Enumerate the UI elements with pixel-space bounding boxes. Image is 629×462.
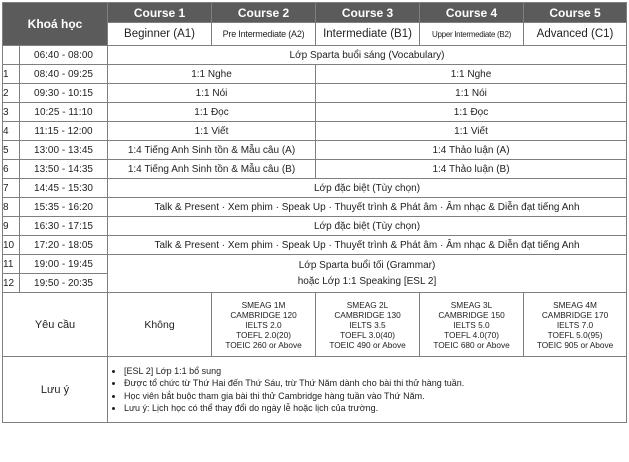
period-time: 10:25 - 11:10: [20, 103, 108, 122]
table-row: [3, 103, 627, 122]
period-number: [3, 46, 20, 65]
class-cell: Lớp Sparta buổi sáng (Vocabulary): [108, 46, 627, 65]
period-number: 1: [3, 65, 20, 84]
class-cell: 1:1 Nghe: [316, 65, 627, 84]
table-row: [3, 179, 627, 198]
table-row: [3, 84, 627, 103]
class-cell: 1:1 Viết: [316, 122, 627, 141]
note-item: • Lưu ý: Lịch học có thể thay đổi do ngày lễ hoặc lịch của trường.: [124, 402, 626, 415]
class-cell: Talk & Present · Xem phim · Speak Up · Thuyết trình & Phát âm · Âm nhạc & Diễn đạt tiếng Anh: [108, 198, 627, 217]
table-row: [3, 217, 627, 236]
course-3-requirement: [316, 293, 420, 357]
note-item: • Học viên bắt buộc tham gia bài thi thử Cambridge hàng tuần vào Thứ Năm.: [124, 390, 626, 403]
toeic-score: TOEIC 680 or Above: [433, 339, 510, 350]
course-5-header: Course 5: [524, 3, 627, 23]
requirements-row: [3, 293, 627, 357]
period-time: 19:00 - 19:45: [20, 255, 108, 274]
period-time: 13:00 - 13:45: [20, 141, 108, 160]
requirements-label: Yêu cầu: [3, 293, 108, 357]
table-row: [3, 122, 627, 141]
toefl-score: TOEFL 4.0(70): [444, 329, 499, 340]
evening-speaking: hoặc Lớp 1:1 Speaking [ESL 2]: [297, 275, 437, 287]
period-number: 11: [3, 255, 20, 274]
course-5-level: Advanced (C1): [524, 23, 627, 46]
notes-list: [108, 365, 626, 415]
table-row: [3, 141, 627, 160]
period-time: 15:35 - 16:20: [20, 198, 108, 217]
class-cell: 1:1 Đọc: [316, 103, 627, 122]
course-4-header: Course 4: [420, 3, 524, 23]
course-1-level: Beginner (A1): [108, 23, 212, 46]
cambridge-score: CAMBRIDGE 170: [541, 309, 609, 320]
toeic-score: TOEIC 490 or Above: [329, 339, 406, 350]
class-cell: 1:1 Nói: [316, 84, 627, 103]
smeag-level: SMEAG 2L: [346, 299, 389, 310]
ielts-score: IELTS 7.0: [556, 319, 594, 330]
period-number: 7: [3, 179, 20, 198]
table-row: [3, 46, 627, 65]
class-cell: 1:1 Đọc: [108, 103, 316, 122]
course-2-requirement: [212, 293, 316, 357]
cambridge-score: CAMBRIDGE 150: [438, 309, 505, 320]
period-number: 4: [3, 122, 20, 141]
cambridge-score: CAMBRIDGE 120: [230, 309, 297, 320]
class-cell: 1:4 Tiếng Anh Sinh tồn & Mẫu câu (A): [108, 141, 316, 160]
class-cell: 1:1 Nghe: [108, 65, 316, 84]
toefl-score: TOEFL 5.0(95): [547, 329, 603, 340]
period-time: 13:50 - 14:35: [20, 160, 108, 179]
period-number: 3: [3, 103, 20, 122]
period-number: 10: [3, 236, 20, 255]
period-time: 17:20 - 18:05: [20, 236, 108, 255]
ielts-score: IELTS 3.5: [349, 319, 386, 330]
note-item: • [ESL 2] Lớp 1:1 bổ sung: [124, 365, 626, 378]
course-1-header: Course 1: [108, 3, 212, 23]
course-header-row: [3, 3, 627, 23]
period-time: 08:40 - 09:25: [20, 65, 108, 84]
table-row: [3, 236, 627, 255]
ielts-score: IELTS 2.0: [245, 319, 282, 330]
corner-header: Khoá học: [3, 3, 108, 46]
class-cell: Talk & Present · Xem phim · Speak Up · Thuyết trình & Phát âm · Âm nhạc & Diễn đạt tiếng Anh: [108, 236, 627, 255]
toeic-score: TOEIC 260 or Above: [225, 339, 302, 350]
course-3-header: Course 3: [316, 3, 420, 23]
notes-cell: [108, 357, 627, 423]
toefl-score: TOEFL 3.0(40): [340, 329, 395, 340]
class-cell: 1:4 Thảo luận (A): [316, 141, 627, 160]
notes-label: Lưu ý: [3, 357, 108, 423]
course-4-level: Upper Intermediate (B2): [420, 23, 524, 46]
class-cell: 1:1 Viết: [108, 122, 316, 141]
table-row: [3, 255, 627, 274]
period-number: 8: [3, 198, 20, 217]
course-3-level: Intermediate (B1): [316, 23, 420, 46]
smeag-level: SMEAG 3L: [450, 299, 493, 310]
table-row: [3, 160, 627, 179]
evening-sparta: Lớp Sparta buổi tối (Grammar): [298, 259, 436, 271]
period-number: 5: [3, 141, 20, 160]
schedule-table: [2, 2, 627, 423]
period-time: 14:45 - 15:30: [20, 179, 108, 198]
period-time: 11:15 - 12:00: [20, 122, 108, 141]
course-2-level: Pre Intermediate (A2): [212, 23, 316, 46]
toefl-score: TOEFL 2.0(20): [236, 329, 291, 340]
notes-row: [3, 357, 627, 423]
ielts-score: IELTS 5.0: [453, 319, 490, 330]
class-cell: 1:4 Tiếng Anh Sinh tồn & Mẫu câu (B): [108, 160, 316, 179]
course-5-requirement: [524, 293, 627, 357]
cambridge-score: CAMBRIDGE 130: [334, 309, 401, 320]
period-number: 12: [3, 274, 20, 293]
class-cell: Lớp đặc biệt (Tùy chọn): [108, 217, 627, 236]
evening-class-cell: [108, 255, 627, 293]
table-row: [3, 198, 627, 217]
smeag-level: SMEAG 4M: [553, 299, 597, 310]
course-2-header: Course 2: [212, 3, 316, 23]
class-cell: 1:4 Thảo luận (B): [316, 160, 627, 179]
table-row: [3, 65, 627, 84]
class-cell: 1:1 Nói: [108, 84, 316, 103]
period-time: 06:40 - 08:00: [20, 46, 108, 65]
class-cell: Lớp đặc biệt (Tùy chọn): [108, 179, 627, 198]
period-time: 09:30 - 10:15: [20, 84, 108, 103]
period-number: 6: [3, 160, 20, 179]
period-time: 16:30 - 17:15: [20, 217, 108, 236]
smeag-level: SMEAG 1M: [241, 299, 286, 310]
period-number: 9: [3, 217, 20, 236]
period-time: 19:50 - 20:35: [20, 274, 108, 293]
note-item: • Được tổ chức từ Thứ Hai đến Thứ Sáu, trừ Thứ Năm dành cho bài thi thử hàng tuần.: [124, 377, 626, 390]
course-1-requirement: Không: [108, 293, 212, 357]
period-number: 2: [3, 84, 20, 103]
toeic-score: TOEIC 905 or Above: [536, 339, 614, 350]
course-4-requirement: [420, 293, 524, 357]
